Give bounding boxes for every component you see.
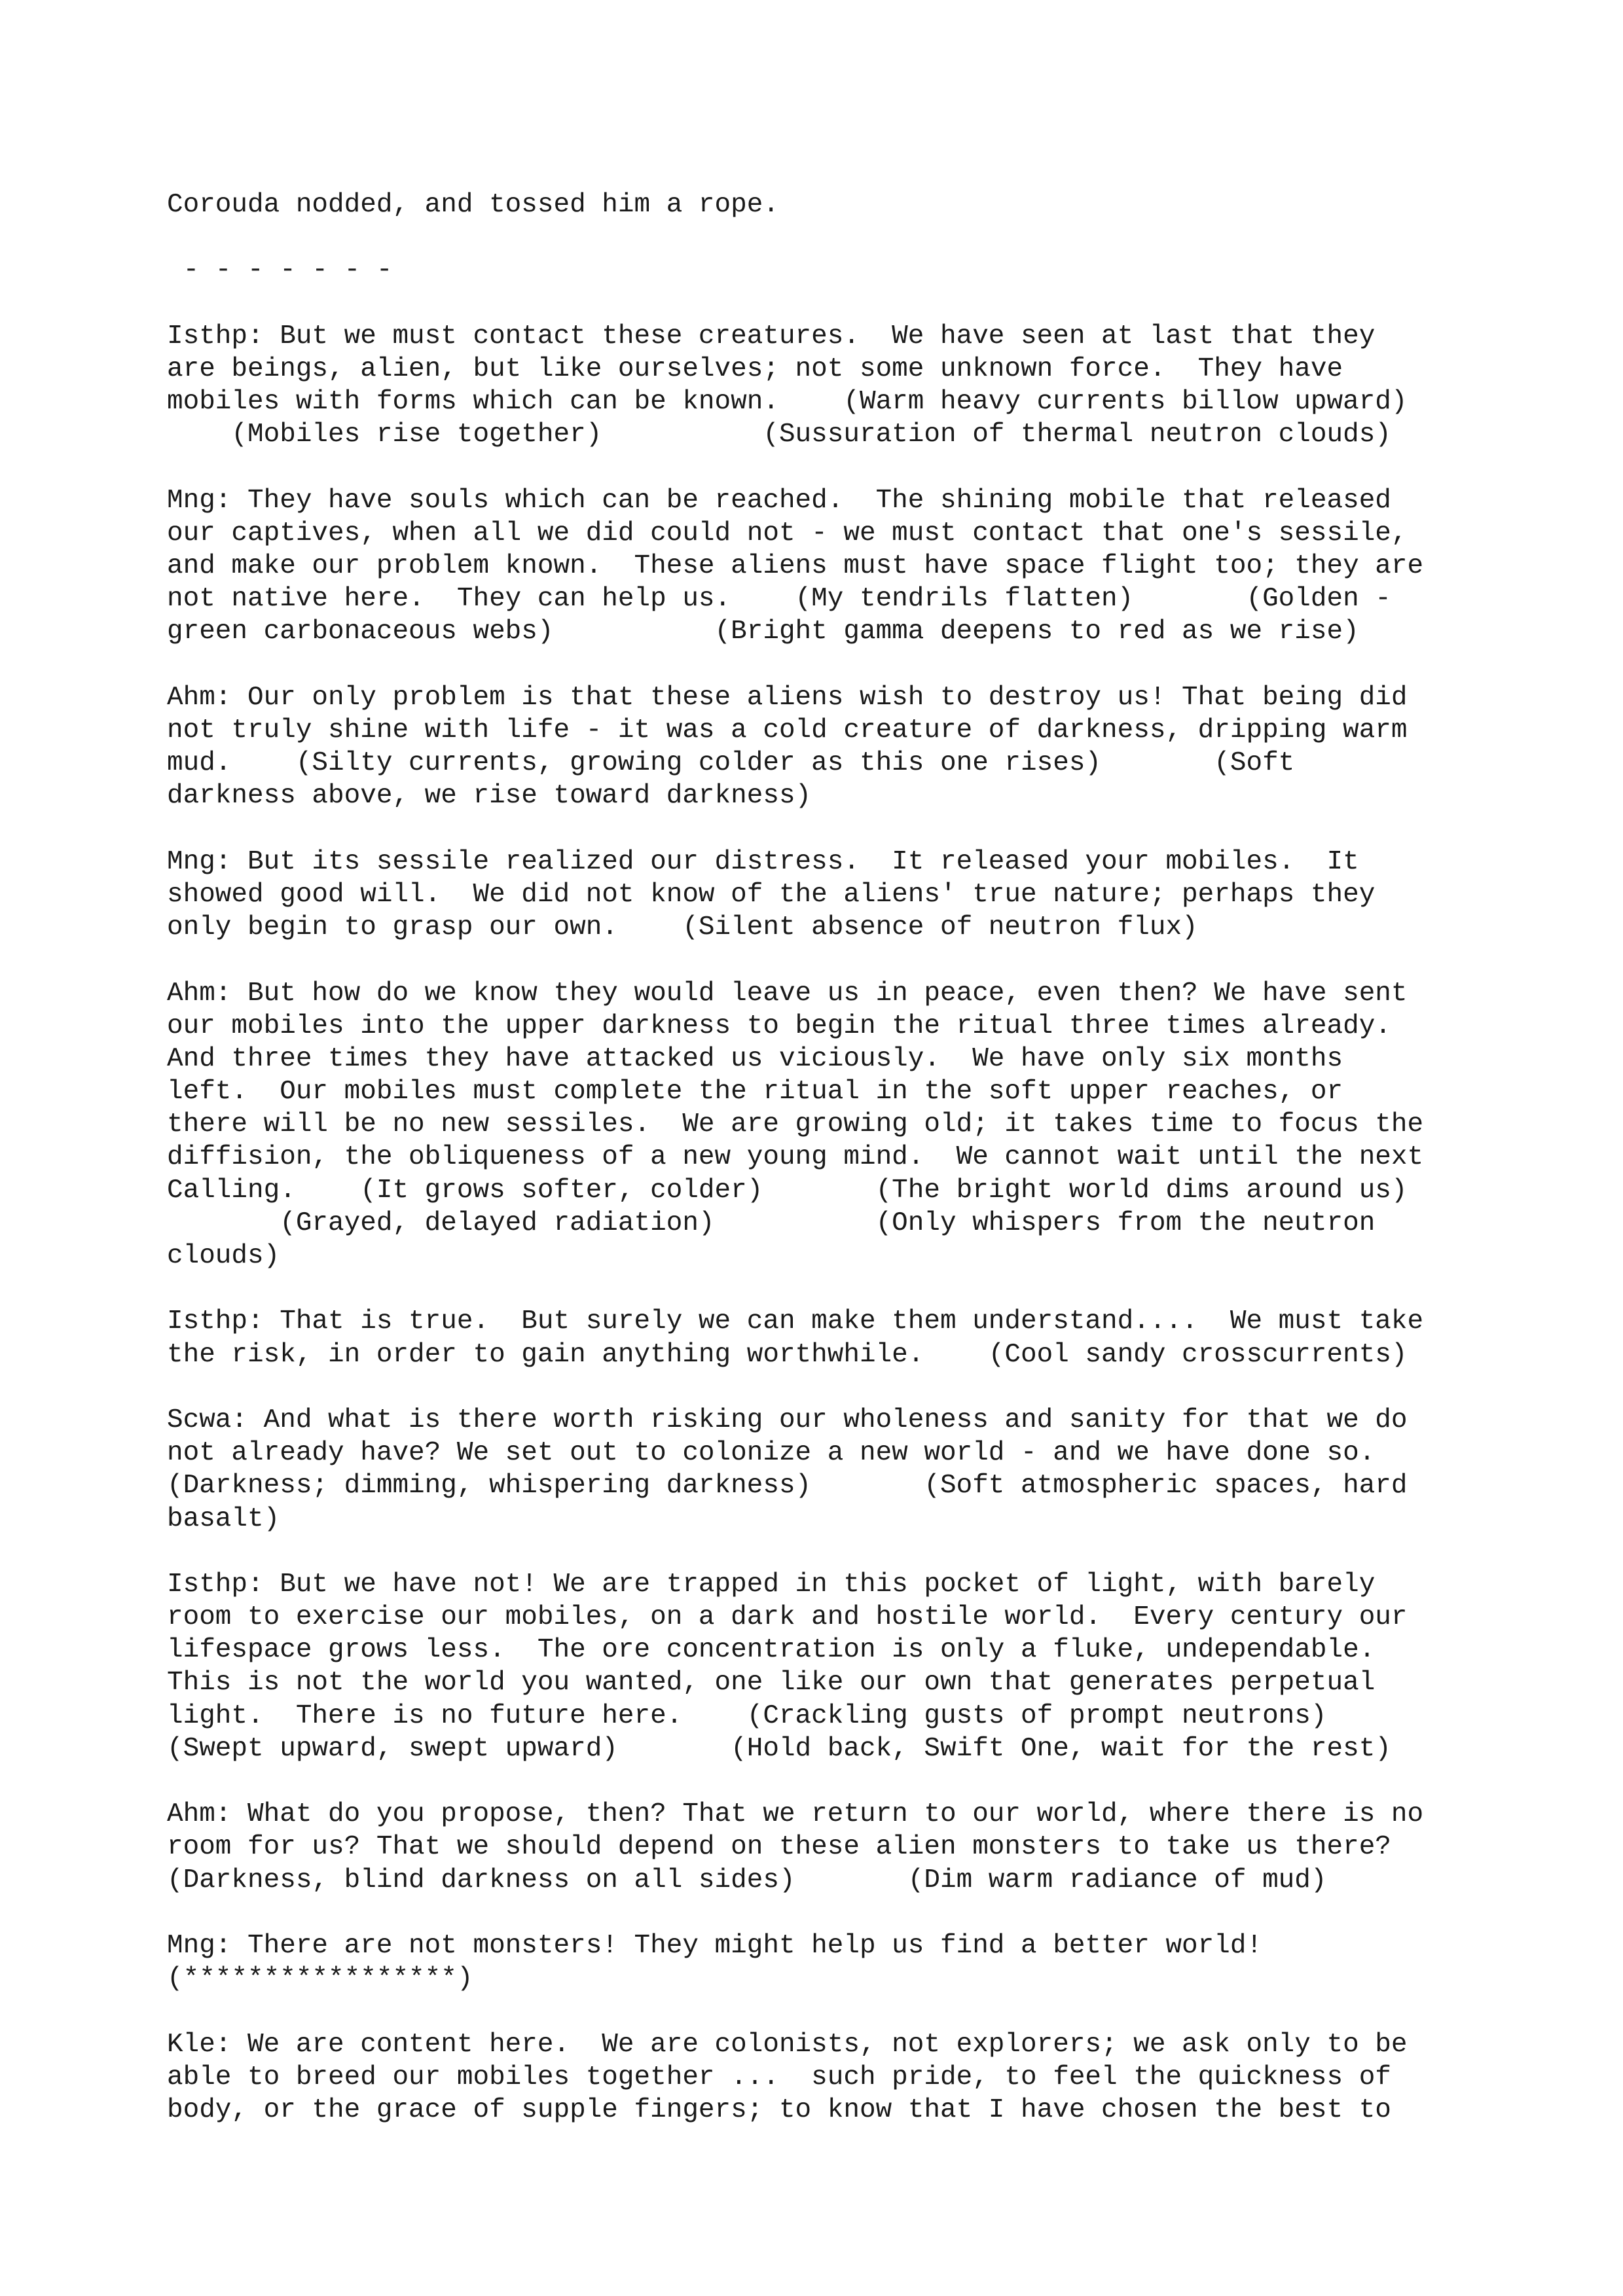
text-line: (Swept upward, swept upward) (Hold back, Swift One, wait for the rest): [167, 1733, 1391, 1764]
blank-line: [167, 944, 1607, 977]
text-line: This is not the world you wanted, one like our own that generates perpetual: [167, 1668, 1376, 1698]
text-line: only begin to grasp our own. (Silent absence of neutron flux): [167, 912, 1198, 943]
text-line: (Darkness, blind darkness on all sides) (Dim warm radiance of mud): [167, 1865, 1327, 1895]
blank-line: [167, 287, 1607, 320]
text-line: light. There is no future here. (Crackling gusts of prompt neutrons): [167, 1700, 1327, 1731]
body-text: [167, 188, 1607, 2126]
text-line: not already have? We set out to colonize a new world - and we have done so.: [167, 1438, 1376, 1469]
text-line: darkness above, we rise toward darkness): [167, 781, 812, 812]
text-line: Kle: We are content here. We are colonists, not explorers; we ask only to be: [167, 2029, 1408, 2060]
blank-line: [167, 1897, 1607, 1929]
text-line: Scwa: And what is there worth risking our wholeness and sanity for that we do: [167, 1405, 1408, 1435]
text-line: Mng: But its sessile realized our distress. It released your mobiles. It: [167, 846, 1359, 877]
blank-line: [167, 1371, 1607, 1404]
text-line: our mobiles into the upper darkness to begin the ritual three times already.: [167, 1011, 1391, 1041]
text-line: Ahm: Our only problem is that these aliens wish to destroy us! That being did: [167, 682, 1408, 713]
text-line: Calling. (It grows softer, colder) (The bright world dims around us): [167, 1175, 1408, 1206]
text-line: lifespace grows less. The ore concentration is only a fluke, undependable.: [167, 1635, 1376, 1666]
text-line: Isthp: But we must contact these creatures. We have seen at last that they: [167, 321, 1376, 351]
text-line: Isthp: That is true. But surely we can make them understand.... We must take: [167, 1306, 1424, 1337]
text-line: Isthp: But we have not! We are trapped in this pocket of light, with barely: [167, 1569, 1376, 1600]
text-line: green carbonaceous webs) (Bright gamma deepens to red as we rise): [167, 617, 1359, 647]
text-line: room for us? That we should depend on these alien monsters to take us there?: [167, 1832, 1391, 1863]
blank-line: [167, 452, 1607, 484]
text-line: mud. (Silty currents, growing colder as this one rises) (Soft: [167, 748, 1295, 779]
text-line: the risk, in order to gain anything worthwhile. (Cool sandy crosscurrents): [167, 1339, 1408, 1370]
text-line: diffision, the obliqueness of a new young mind. We cannot wait until the next: [167, 1142, 1424, 1173]
text-line: (*****************): [167, 1964, 473, 1994]
blank-line: [167, 649, 1607, 681]
text-line: (Mobiles rise together) (Sussuration of thermal neutron clouds): [167, 420, 1391, 450]
blank-line: [167, 1535, 1607, 1568]
text-line: body, or the grace of supple fingers; to know that I have chosen the best to: [167, 2094, 1391, 2125]
text-line: Mng: There are not monsters! They might help us find a better world!: [167, 1930, 1263, 1961]
text-line: left. Our mobiles must complete the ritual in the soft upper reaches, or: [167, 1077, 1343, 1107]
blank-line: [167, 1995, 1607, 2028]
text-line: Corouda nodded, and tossed him a rope.: [167, 190, 779, 220]
text-line: showed good will. We did not know of the aliens' true nature; perhaps they: [167, 879, 1376, 910]
text-line: are beings, alien, but like ourselves; not some unknown force. They have: [167, 353, 1343, 384]
text-line: room to exercise our mobiles, on a dark and hostile world. Every century our: [167, 1602, 1408, 1633]
text-line: clouds): [167, 1241, 280, 1271]
text-line: (Grayed, delayed radiation) (Only whispers from the neutron: [167, 1208, 1376, 1238]
blank-line: [167, 221, 1607, 254]
text-line: (Darkness; dimming, whispering darkness) (Soft atmospheric spaces, hard: [167, 1471, 1408, 1501]
blank-line: [167, 1272, 1607, 1305]
text-line: basalt): [167, 1503, 280, 1534]
blank-line: [167, 813, 1607, 846]
text-line: And three times they have attacked us viciously. We have only six months: [167, 1043, 1343, 1074]
blank-line: [167, 1765, 1607, 1798]
text-line: - - - - - - -: [167, 255, 393, 286]
text-line: and make our problem known. These aliens must have space flight too; they are: [167, 551, 1424, 582]
text-line: Ahm: But how do we know they would leave us in peace, even then? We have sent: [167, 978, 1408, 1009]
text-line: mobiles with forms which can be known. (Warm heavy currents billow upward): [167, 387, 1408, 418]
text-line: there will be no new sessiles. We are growing old; it takes time to focus the: [167, 1109, 1424, 1140]
text-line: Mng: They have souls which can be reached. The shining mobile that released: [167, 485, 1391, 516]
text-line: not native here. They can help us. (My tendrils flatten) (Golden -: [167, 584, 1391, 615]
text-line: not truly shine with life - it was a cold creature of darkness, dripping warm: [167, 715, 1408, 745]
text-line: Ahm: What do you propose, then? That we return to our world, where there is no: [167, 1799, 1424, 1830]
text-line: able to breed our mobiles together ... such pride, to feel the quickness of: [167, 2062, 1391, 2092]
text-line: our captives, when all we did could not - we must contact that one's sessile,: [167, 518, 1408, 548]
